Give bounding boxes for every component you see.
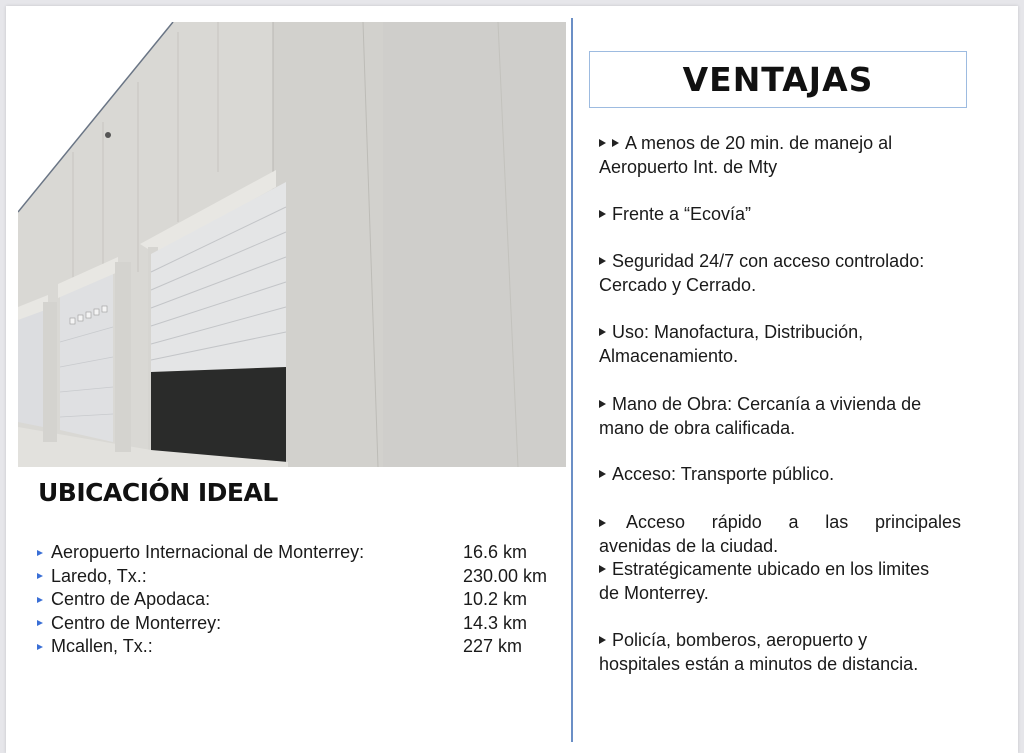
bullet-triangle-icon [599, 470, 606, 478]
bullet-arrow-icon [36, 572, 44, 580]
location-distance: 230.00 km [463, 565, 548, 586]
warehouse-photo [18, 22, 566, 467]
advantage-item: Estratégicamente ubicado en los limites de Monterrey. [599, 559, 930, 603]
bullet-triangle-icon [612, 139, 619, 147]
location-name: Centro de Apodaca: [51, 589, 211, 610]
location-distance: 14.3 km [463, 612, 528, 633]
location-row [36, 635, 566, 659]
location-distance: 10.2 km [463, 589, 528, 610]
location-name: Laredo, Tx.: [51, 565, 147, 586]
vertical-divider [571, 18, 573, 742]
location-name: Centro de Monterrey: [51, 612, 222, 633]
bullet-triangle-icon [599, 257, 606, 265]
advantage-item: Mano de Obra: Cercanía a vivienda de mano de obra calificada. [599, 394, 922, 438]
location-title: UBICACIÓN IDEAL [38, 478, 278, 507]
bullet-arrow-icon [36, 549, 44, 557]
location-row [36, 612, 566, 636]
advantages-title: VENTAJAS [682, 60, 874, 99]
location-list [36, 541, 566, 659]
bullet-triangle-icon [599, 210, 606, 218]
advantage-item: Acceso: Transporte público. [599, 463, 961, 487]
location-name: Mcallen, Tx.: [51, 636, 153, 657]
location-row [36, 541, 566, 565]
advantage-item: Frente a “Ecovía” [599, 203, 961, 227]
bullet-triangle-icon [599, 565, 606, 573]
bullet-arrow-icon [36, 596, 44, 604]
advantage-item: A menos de 20 min. de manejo al Aeropuerto Int. de Mty [599, 133, 893, 177]
advantage-item: Seguridad 24/7 con acceso controlado: Cercado y Cerrado. [599, 251, 925, 295]
location-row [36, 588, 566, 612]
bullet-triangle-icon [599, 400, 606, 408]
advantage-item: Policía, bomberos, aeropuerto y hospitales están a minutos de distancia. [599, 630, 919, 674]
advantage-item: Acceso rápido a las principales avenidas de la ciudad. [599, 512, 961, 556]
location-distance: 16.6 km [463, 542, 528, 563]
bullet-triangle-icon [599, 519, 606, 527]
bullet-triangle-icon [599, 328, 606, 336]
location-row [36, 565, 566, 589]
bullet-arrow-icon [36, 643, 44, 651]
location-name: Aeropuerto Internacional de Monterrey: [51, 542, 365, 563]
bullet-triangle-icon [599, 139, 606, 147]
bullet-arrow-icon [36, 619, 44, 627]
advantages-title-box [589, 51, 967, 108]
bullet-triangle-icon [599, 636, 606, 644]
location-distance: 227 km [463, 636, 523, 657]
advantage-item: Uso: Manofactura, Distribución, Almacenamiento. [599, 322, 864, 366]
